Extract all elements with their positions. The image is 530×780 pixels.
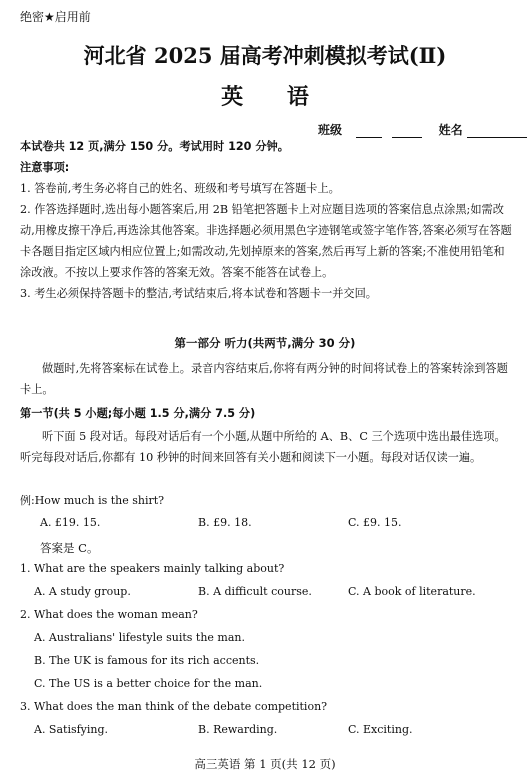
class-label: 班级 <box>318 123 343 137</box>
q3-option-c: C. Exciting. <box>348 723 413 736</box>
q1-option-a: A. A study group. <box>34 585 131 598</box>
note-3: 3. 考生必须保持答题卡的整洁,考试结束后,将本试卷和答题卡一并交回。 <box>20 287 377 300</box>
name-label: 姓名 <box>438 123 463 137</box>
q2-option-b: B. The UK is famous for its rich accents. <box>34 654 260 667</box>
question-1: 1. What are the speakers mainly talking about? <box>20 562 285 575</box>
subject-title: 英 语 <box>221 84 327 110</box>
example-option-c: C. £9. 15. <box>348 516 402 529</box>
part1-intro: 做题时,先将答案标在试卷上。录音内容结束后,你将有两分钟的时间将试卷上的答案转涂到答题卡上。 <box>20 362 508 396</box>
q1-option-b: B. A difficult course. <box>198 585 312 598</box>
note-1: 1. 答卷前,考生务必将自己的姓名、班级和考号填写在答题卡上。 <box>20 182 340 195</box>
q2-option-c: C. The US is a better choice for the man. <box>34 677 263 690</box>
q2-option-a: A. Australians' lifestyle suits the man. <box>34 631 246 644</box>
question-2: 2. What does the woman mean? <box>20 608 198 621</box>
q1-option-c: C. A book of literature. <box>348 585 476 598</box>
example-question: 例:How much is the shirt? <box>20 494 165 507</box>
section1-title: 第一节(共 5 小题;每小题 1.5 分,满分 7.5 分) <box>20 407 256 420</box>
part1-title: 第一部分 听力(共两节,满分 30 分) <box>174 336 356 350</box>
confidential-label: 绝密★启用前 <box>20 10 91 24</box>
example-answer: 答案是 C。 <box>40 541 99 555</box>
exam-summary: 本试卷共 12 页,满分 150 分。考试用时 120 分钟。 <box>20 140 289 153</box>
exam-title: 河北省 2025 届高考冲刺模拟考试(Ⅱ) <box>83 43 447 68</box>
note-2: 2. 作答选择题时,选出每小题答案后,用 2B 铅笔把答题卡上对应题目选项的答案信息点涂黑;如需改动,用橡皮擦干净后,再选涂其他答案。非选择题必须用黑色字迹钢笔或签字笔作答,答案必须写在答题卡各题目指定区域内相应位置上;如需改动,先划掉原来的答案,然后再写上新的答案;不准使用铅笔和涂改液。不按以上要求作答的答案无效。答案不能答在试卷上。 <box>20 203 512 279</box>
q3-option-a: A. Satisfying. <box>34 723 109 736</box>
q3-option-b: B. Rewarding. <box>198 723 278 736</box>
page-footer: 高三英语 第 1 页(共 12 页) <box>194 757 336 771</box>
question-3: 3. What does the man think of the debate competition? <box>20 700 328 713</box>
example-option-b: B. £9. 18. <box>198 516 252 529</box>
notes-title: 注意事项: <box>20 161 70 174</box>
section1-intro: 听下面 5 段对话。每段对话后有一个小题,从题中所给的 A、B、C 三个选项中选出最佳选项。听完每段对话后,你都有 10 秒钟的时间来回答有关小题和阅读下一小题。每段对话仅读一遍。 <box>20 430 506 464</box>
example-option-a: A. £19. 15. <box>40 516 101 529</box>
